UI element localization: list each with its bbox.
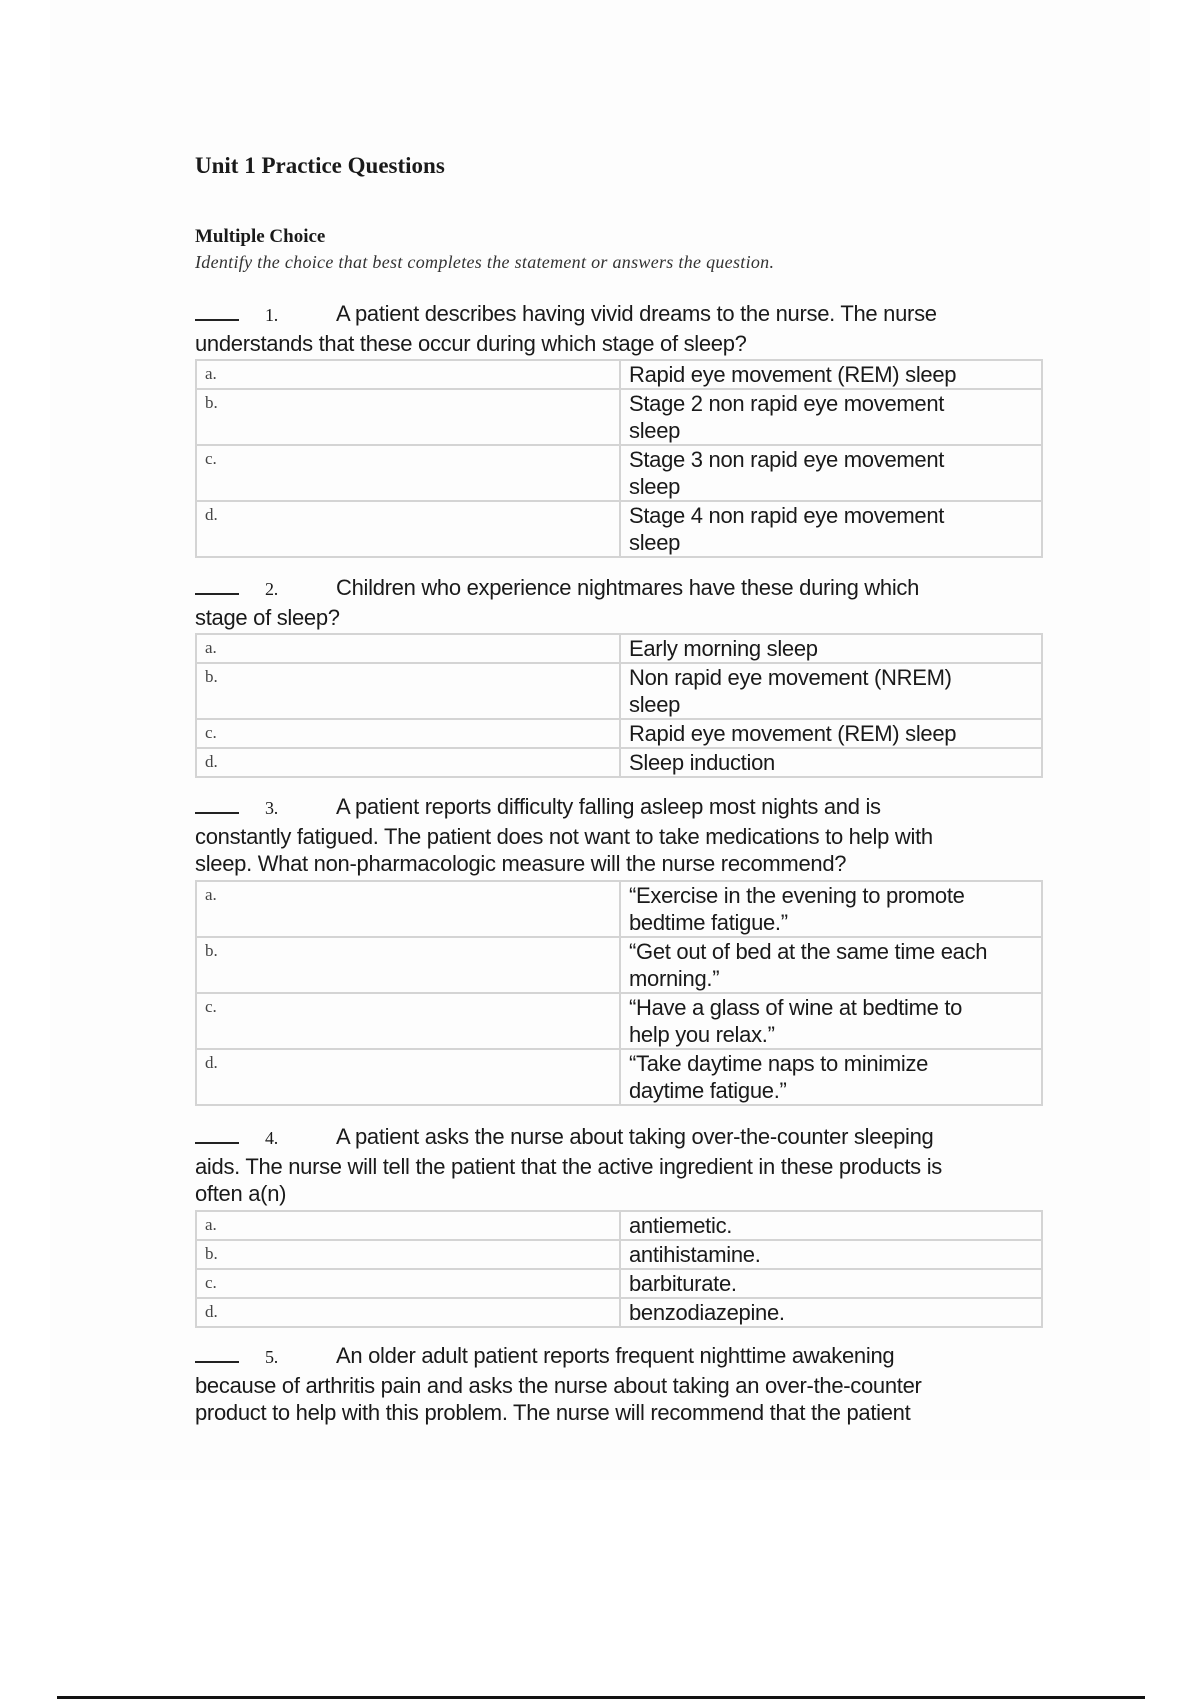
- choice-text: “Have a glass of wine at bedtime to help you relax.”: [620, 993, 1042, 1049]
- choice-text: Stage 2 non rapid eye movement sleep: [620, 389, 1042, 445]
- choice-text: Stage 3 non rapid eye movement sleep: [620, 445, 1042, 501]
- choice-text: benzodiazepine.: [620, 1298, 1042, 1327]
- choice-row[interactable]: [196, 445, 1042, 501]
- choice-text: “Take daytime naps to minimize daytime fatigue.”: [620, 1049, 1042, 1105]
- choice-letter: b.: [196, 663, 620, 719]
- answer-blank[interactable]: [195, 575, 239, 595]
- question-number: 4.: [265, 1128, 278, 1148]
- choice-row[interactable]: [196, 1298, 1042, 1327]
- choice-row[interactable]: [196, 663, 1042, 719]
- choice-text: Non rapid eye movement (NREM) sleep: [620, 663, 1042, 719]
- answer-blank[interactable]: [195, 1343, 239, 1363]
- choice-letter: d.: [196, 1298, 620, 1327]
- question-number: 3.: [265, 798, 278, 818]
- choice-text: Early morning sleep: [620, 634, 1042, 663]
- question-number: 1.: [265, 305, 278, 325]
- choice-row[interactable]: [196, 1269, 1042, 1298]
- choice-row[interactable]: [196, 1240, 1042, 1269]
- choice-text: Rapid eye movement (REM) sleep: [620, 360, 1042, 389]
- choice-letter: b.: [196, 389, 620, 445]
- choice-text: Rapid eye movement (REM) sleep: [620, 719, 1042, 748]
- question: [195, 300, 1055, 558]
- choice-text: “Get out of bed at the same time each morning.”: [620, 937, 1042, 993]
- choice-letter: d.: [196, 501, 620, 557]
- choice-text: antiemetic.: [620, 1211, 1042, 1240]
- choice-row[interactable]: [196, 748, 1042, 777]
- choice-letter: a.: [196, 1211, 620, 1240]
- choice-letter: c.: [196, 993, 620, 1049]
- page-title: Unit 1 Practice Questions: [195, 153, 445, 178]
- choices-table: [195, 359, 1043, 558]
- question-stem: [195, 793, 1055, 878]
- divider: [57, 1696, 1145, 1699]
- question-number: 2.: [265, 579, 278, 599]
- question-text: A patient describes having vivid dreams to the nurse. The nurse understands that these occur during which stage of sleep?: [195, 301, 937, 356]
- question-stem: [195, 1123, 1055, 1208]
- choice-letter: c.: [196, 719, 620, 748]
- choices-table: [195, 633, 1043, 778]
- choice-letter: a.: [196, 360, 620, 389]
- question-stem: [195, 574, 1055, 631]
- section-heading: Multiple Choice: [195, 226, 326, 247]
- choice-row[interactable]: [196, 389, 1042, 445]
- question-stem: [195, 300, 1055, 357]
- choice-text: barbiturate.: [620, 1269, 1042, 1298]
- choice-letter: d.: [196, 748, 620, 777]
- choice-letter: a.: [196, 634, 620, 663]
- question: [195, 1123, 1055, 1328]
- question-text: Children who experience nightmares have these during which stage of sleep?: [195, 575, 920, 630]
- question-number: 5.: [265, 1347, 278, 1367]
- choice-text: antihistamine.: [620, 1240, 1042, 1269]
- choice-letter: b.: [196, 1240, 620, 1269]
- choice-row[interactable]: [196, 881, 1042, 937]
- choice-text: Sleep induction: [620, 748, 1042, 777]
- choice-text: “Exercise in the evening to promote bedtime fatigue.”: [620, 881, 1042, 937]
- choice-letter: c.: [196, 1269, 620, 1298]
- choice-row[interactable]: [196, 1049, 1042, 1105]
- choice-letter: c.: [196, 445, 620, 501]
- choice-row[interactable]: [196, 937, 1042, 993]
- choice-row[interactable]: [196, 1211, 1042, 1240]
- choice-row[interactable]: [196, 360, 1042, 389]
- choice-row[interactable]: [196, 993, 1042, 1049]
- answer-blank[interactable]: [195, 794, 239, 814]
- question-text: A patient asks the nurse about taking over-the-counter sleeping aids. The nurse will tell the patient that the active ingredient in these products is often a(n): [195, 1124, 942, 1206]
- choice-letter: d.: [196, 1049, 620, 1105]
- choice-letter: a.: [196, 881, 620, 937]
- choices-table: [195, 880, 1043, 1106]
- choice-row[interactable]: [196, 719, 1042, 748]
- question: [195, 793, 1055, 1106]
- instructions: Identify the choice that best completes the statement or answers the question.: [195, 252, 775, 272]
- answer-blank[interactable]: [195, 301, 239, 321]
- question: [195, 574, 1055, 778]
- choice-row[interactable]: [196, 501, 1042, 557]
- question-stem: [195, 1342, 1055, 1427]
- choice-letter: b.: [196, 937, 620, 993]
- question: [195, 1342, 1055, 1427]
- question-text: An older adult patient reports frequent nighttime awakening because of arthritis pain and asks the nurse about taking an over-the-counter product to help with this problem. The nurse will recommend that the patient: [195, 1343, 922, 1425]
- choices-table: [195, 1210, 1043, 1328]
- answer-blank[interactable]: [195, 1124, 239, 1144]
- choice-text: Stage 4 non rapid eye movement sleep: [620, 501, 1042, 557]
- question-text: A patient reports difficulty falling asleep most nights and is constantly fatigued. The patient does not want to take medications to help with sleep. What non-pharmacologic measure will the nurse recommend?: [195, 794, 933, 876]
- choice-row[interactable]: [196, 634, 1042, 663]
